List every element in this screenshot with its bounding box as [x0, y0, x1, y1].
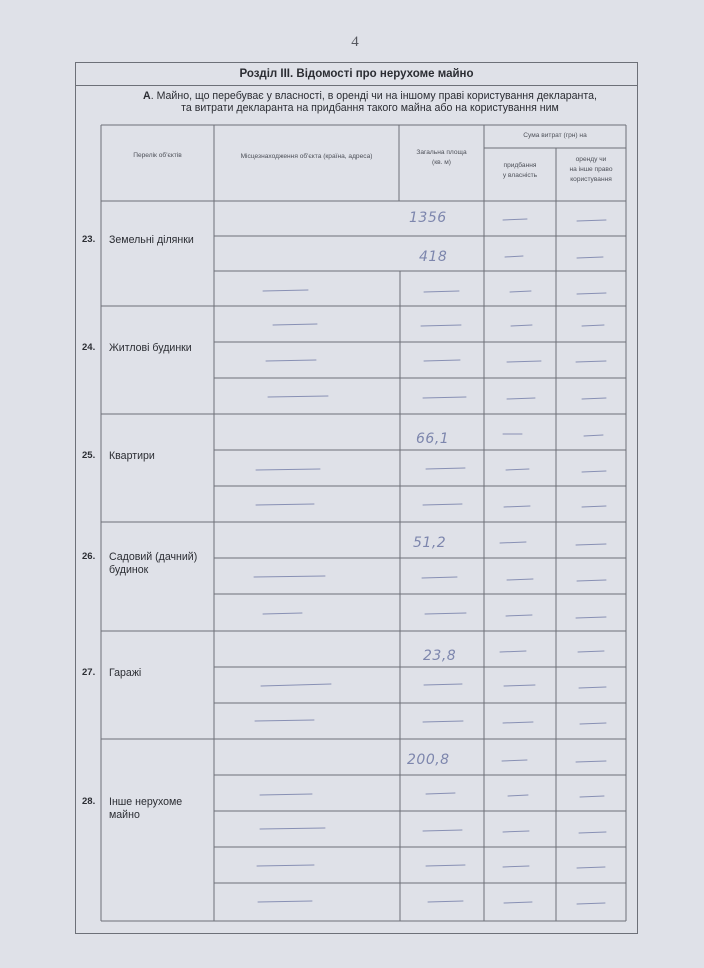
header-location: Місцезнаходження об'єкта (країна, адреса): [240, 153, 373, 160]
handwritten-area-garden-house: 51,2: [413, 535, 447, 551]
header-rent-line2: на інше право: [569, 166, 613, 173]
row-label-garden-house-line2: будинок: [109, 564, 149, 576]
subsection-letter: А: [143, 90, 151, 102]
header-objects: Перелік об'єктів: [133, 152, 182, 159]
header-expenses: Сума витрат (грн) на: [523, 132, 587, 139]
row-label-houses: Житлові будинки: [109, 342, 192, 354]
page-number: 4: [351, 34, 359, 50]
handwritten-area-land-2: 418: [419, 249, 448, 265]
row-label-apartments: Квартири: [109, 450, 155, 462]
subsection-line1-text: . Майно, що перебуває у власності, в оренді чи на іншому праві користування декларанта,: [150, 90, 597, 102]
header-area: [400, 148, 483, 168]
row-number-24: 24.: [82, 342, 96, 353]
handwritten-area-land-1: 1356: [409, 210, 447, 226]
subsection-title-line2: та витрати декларанта на придбання такого майна або на користування ним: [181, 102, 559, 114]
section-title: Розділ ІІІ. Відомості про нерухоме майно: [76, 64, 637, 86]
row-label-other-property-line2: майно: [109, 809, 140, 821]
handwritten-dashes: [254, 219, 606, 904]
row-number-27: 27.: [82, 667, 96, 678]
row-number-28: 28.: [82, 796, 96, 807]
header-rent: [557, 155, 625, 185]
row-label-other-property-line1: Інше нерухоме: [109, 796, 183, 808]
header-purchase: [485, 161, 555, 181]
row-label-garden-house-line1: Садовий (дачний): [109, 551, 198, 563]
row-number-23: 23.: [82, 234, 96, 245]
row-number-26: 26.: [82, 551, 96, 562]
handwritten-area-garage: 23,8: [423, 648, 457, 664]
header-area-line2: (кв. м): [432, 159, 451, 166]
handwritten-area-apartment: 66,1: [416, 431, 450, 447]
header-purchase-line2: у власність: [502, 172, 538, 179]
row-number-25: 25.: [82, 450, 96, 461]
row-label-garages: Гаражі: [109, 667, 142, 679]
header-area-line1: Загальна площа: [416, 149, 467, 156]
handwritten-area-other-property: 200,8: [407, 752, 450, 768]
row-label-other-property: [109, 796, 209, 822]
row-label-land: Земельні ділянки: [109, 234, 194, 246]
header-purchase-line1: придбання: [503, 162, 537, 169]
header-rent-line1: оренду чи: [575, 156, 607, 163]
row-label-garden-house: [109, 551, 209, 577]
header-rent-line3: користування: [570, 176, 612, 183]
